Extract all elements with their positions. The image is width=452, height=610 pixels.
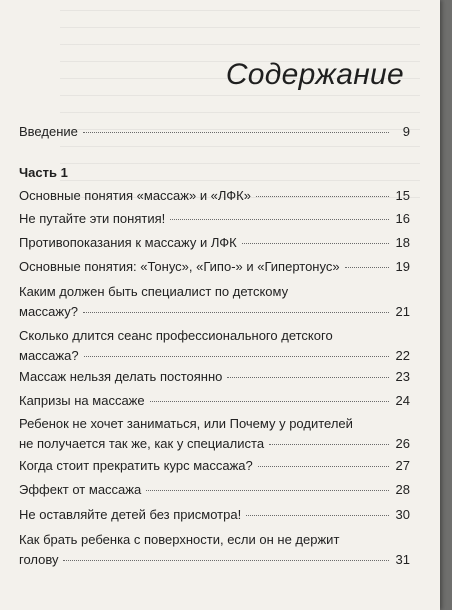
page-number: 24 xyxy=(395,393,410,408)
toc-entry: Противопоказания к массажу и ЛФК 18 xyxy=(19,233,410,253)
dot-leader xyxy=(246,515,389,516)
page-number: 15 xyxy=(395,188,410,203)
dot-leader xyxy=(242,243,389,244)
toc-entry: Основные понятия «массаж» и «ЛФК» 15 xyxy=(19,186,410,206)
toc-entry: Не путайте эти понятия! 16 xyxy=(19,209,410,229)
dot-leader xyxy=(258,466,389,467)
part-heading: Часть 1 xyxy=(19,165,68,180)
page-number: 21 xyxy=(395,304,410,319)
page-number: 16 xyxy=(395,211,410,226)
page-number: 27 xyxy=(395,458,410,473)
dot-leader xyxy=(269,444,389,445)
page-number: 22 xyxy=(395,348,410,363)
dot-leader xyxy=(83,132,389,133)
toc-entry: Массаж нельзя делать постоянно 23 xyxy=(19,367,410,387)
dot-leader xyxy=(170,219,389,220)
dot-leader xyxy=(150,401,389,402)
toc-entry: Введение 9 xyxy=(19,122,410,142)
page-number: 26 xyxy=(395,436,410,451)
show-through-text xyxy=(60,0,420,210)
toc-entry: Как брать ребенка с поверхности, если он не держит голову 31 xyxy=(19,530,410,570)
toc-entry: Основные понятия: «Тонус», «Гипо-» и «Гипертонус» 19 xyxy=(19,257,410,277)
page-number: 30 xyxy=(395,507,410,522)
dot-leader xyxy=(227,377,389,378)
dot-leader xyxy=(83,312,389,313)
toc-entry: Эффект от массажа 28 xyxy=(19,480,410,500)
toc-entry: Каким должен быть специалист по детскому массажу? 21 xyxy=(19,282,410,322)
toc-entry: Когда стоит прекратить курс массажа? 27 xyxy=(19,456,410,476)
toc-entry: Капризы на массаже 24 xyxy=(19,391,410,411)
page-title: Содержание xyxy=(225,58,404,91)
page-number: 18 xyxy=(395,235,410,250)
page-number: 28 xyxy=(395,482,410,497)
toc-entry: Не оставляйте детей без присмотра! 30 xyxy=(19,505,410,525)
dot-leader xyxy=(256,196,389,197)
page-number: 19 xyxy=(395,259,410,274)
dot-leader xyxy=(63,560,389,561)
toc-entry: Сколько длится сеанс профессионального детского массажа? 22 xyxy=(19,326,410,366)
page-number: 9 xyxy=(402,124,410,139)
toc-entry: Ребенок не хочет заниматься, или Почему у родителей не получается так же, как у специалиста 26 xyxy=(19,414,410,454)
page-number: 31 xyxy=(395,552,410,567)
dot-leader xyxy=(345,267,389,268)
dot-leader xyxy=(146,490,389,491)
page-number: 23 xyxy=(395,369,410,384)
dot-leader xyxy=(84,356,389,357)
